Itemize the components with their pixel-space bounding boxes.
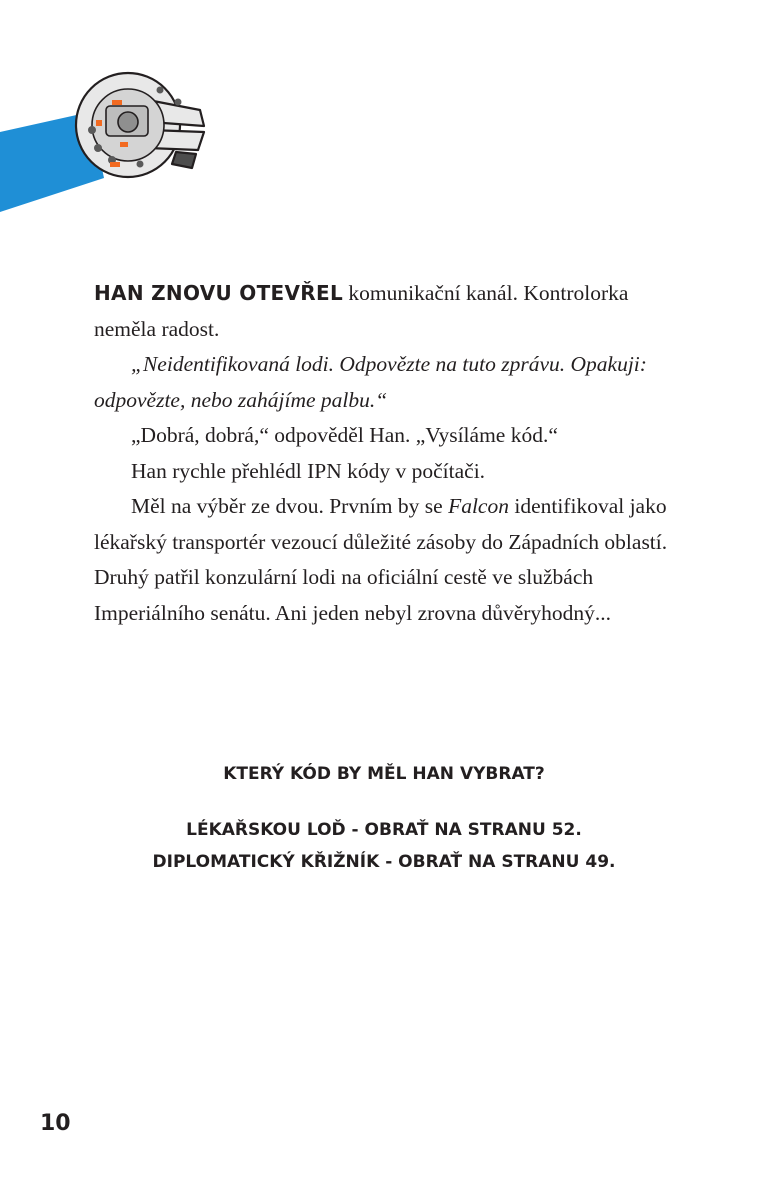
paragraph-5-start: Měl na výběr ze dvou. Prvním by se [131,494,449,518]
paragraph-1-rest: komunikační kanál. Kontrolorka neměla radost. [94,281,629,341]
paragraph-1 [94,276,674,347]
page-number: 10 [40,1111,71,1136]
paragraph-5-end: identifikoval jako lékařský transportér vezoucí důležité zásoby do Západních oblastí. Druhý patřil konzulární lodi na oficiální cestě ve službách Imperiálního senátu. Ani jeden nebyl zrovna důvěryhodný... [94,494,668,625]
choice-diplomatic-cruiser[interactable]: DIPLOMATICKÝ KŘIŽNÍK - OBRAŤ NA STRANU 49. [152,852,616,872]
choice-medical-ship[interactable]: LÉKAŘSKOU LOĎ - OBRAŤ NA STRANU 52. [186,820,582,840]
paragraph-4: Han rychle přehlédl IPN kódy v počítači. [131,458,486,483]
paragraph-2: „Neidentifikovaná lodi. Odpovězte na tuto zprávu. Opakuji: odpovězte, nebo zahájíme palbu.“ [94,352,647,412]
millennium-falcon-icon [0,60,240,230]
falcon-name: Falcon [448,494,509,518]
paragraph-3: „Dobrá, dobrá,“ odpověděl Han. „Vysíláme kód.“ [131,423,558,447]
paragraph-5 [94,489,674,631]
lead-in-heading: HAN ZNOVU OTEVŘEL [94,281,343,305]
choice-question: KTERÝ KÓD BY MĚL HAN VYBRAT? [223,764,545,784]
story-text [94,276,674,631]
